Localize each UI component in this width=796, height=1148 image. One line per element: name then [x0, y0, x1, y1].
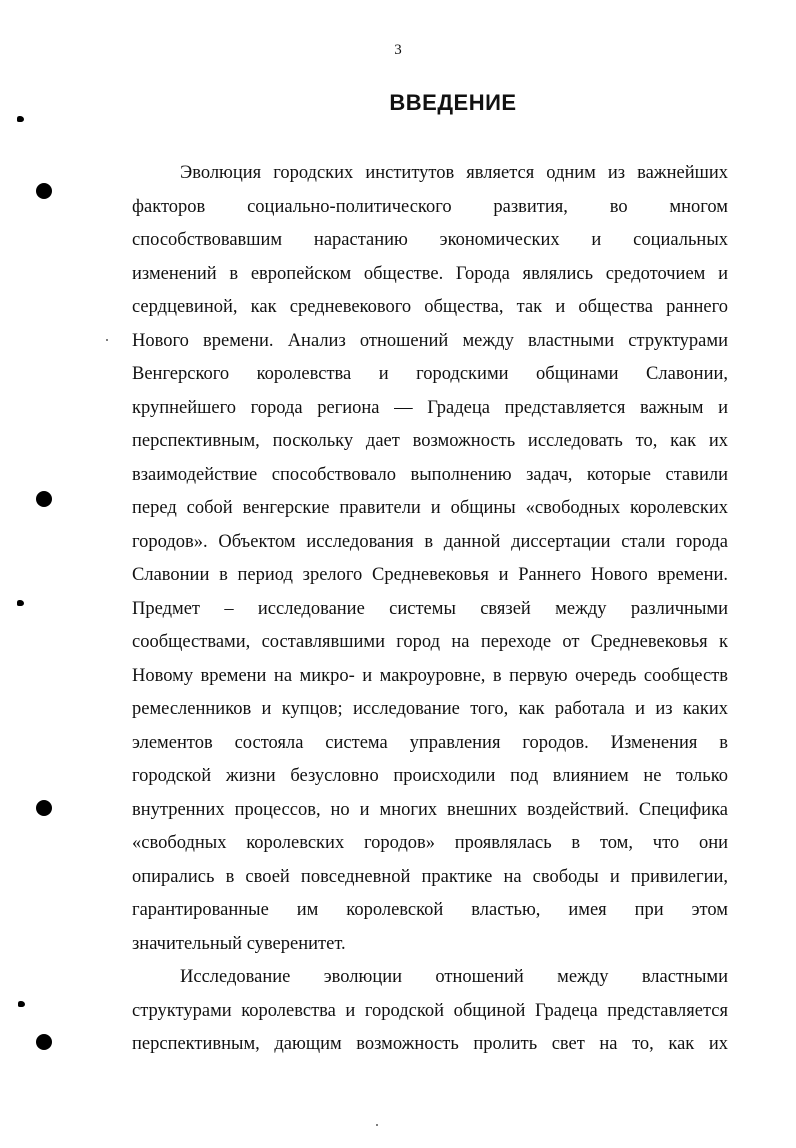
scan-speck [106, 339, 108, 341]
text-line: Венгерского королевства и городскими общинами Славонии, [132, 364, 728, 384]
text-line: значительный суверенитет. [132, 933, 346, 954]
page-title: ВВЕДЕНИЕ [389, 90, 517, 115]
scan-speck [17, 116, 24, 122]
text-line: Исследование эволюции отношений между властными [180, 967, 728, 987]
binder-hole-mark [36, 1034, 52, 1050]
text-line: взаимодействие способствовало выполнению задач, которые ставили [132, 464, 728, 485]
text-line: ремесленников и купцов; исследование того, как работала и из каких [132, 699, 728, 719]
paragraph [132, 157, 728, 961]
text-line: гарантированные им королевской властью, имея при этом [132, 900, 728, 920]
text-line: Предмет – исследование системы связей между различными [132, 598, 728, 619]
text-line: опирались в своей повседневной практике на свободы и привилегии, [132, 866, 728, 887]
text-line: крупнейшего города региона — Градеца представляется важным и [132, 397, 728, 418]
text-line: «свободных королевских городов» проявлялась в том, что они [132, 833, 728, 853]
text-line: городов». Объектом исследования в данной диссертации стали города [132, 531, 728, 552]
text-line: Эволюция городских институтов является одним из важнейших [180, 163, 728, 183]
paragraph [132, 961, 728, 1062]
text-line: сообществами, составлявшими город на переходе от Средневековья к [132, 632, 728, 652]
binder-hole-mark [36, 800, 52, 816]
scan-speck [376, 1124, 378, 1126]
text-line: перед собой венгерские правители и общины «свободных королевских [132, 498, 728, 518]
text-line: городской жизни безусловно происходили под влиянием не только [132, 766, 728, 786]
text-line: Нового времени. Анализ отношений между властными структурами [132, 330, 728, 351]
text-line: структурами королевства и городской общиной Градеца представляется [132, 1000, 728, 1021]
page-number: 3 [394, 42, 402, 58]
text-line: Славонии в период зрелого Средневековья и Раннего Нового времени. [132, 565, 728, 585]
body-text [132, 157, 728, 1062]
binder-hole-mark [36, 491, 52, 507]
text-line: факторов социально-политического развития, во многом [132, 196, 728, 217]
text-line: Новому времени на микро- и макроуровне, в первую очередь сообществ [132, 665, 728, 686]
text-line: элементов состояла система управления городов. Изменения в [132, 732, 728, 753]
text-line: перспективным, поскольку дает возможность исследовать то, как их [132, 431, 728, 451]
binder-hole-mark [36, 183, 52, 199]
text-line: сердцевиной, как средневекового общества, так и общества раннего [132, 297, 728, 317]
text-line: изменений в европейском обществе. Города являлись средоточием и [132, 263, 728, 284]
text-line: внутренних процессов, но и многих внешних воздействий. Специфика [132, 799, 728, 820]
text-line: перспективным, дающим возможность пролить свет на то, как их [132, 1034, 728, 1054]
scan-speck [18, 1001, 25, 1007]
text-line: способствовавшим нарастанию экономических и социальных [132, 230, 728, 250]
scan-speck [17, 600, 24, 606]
